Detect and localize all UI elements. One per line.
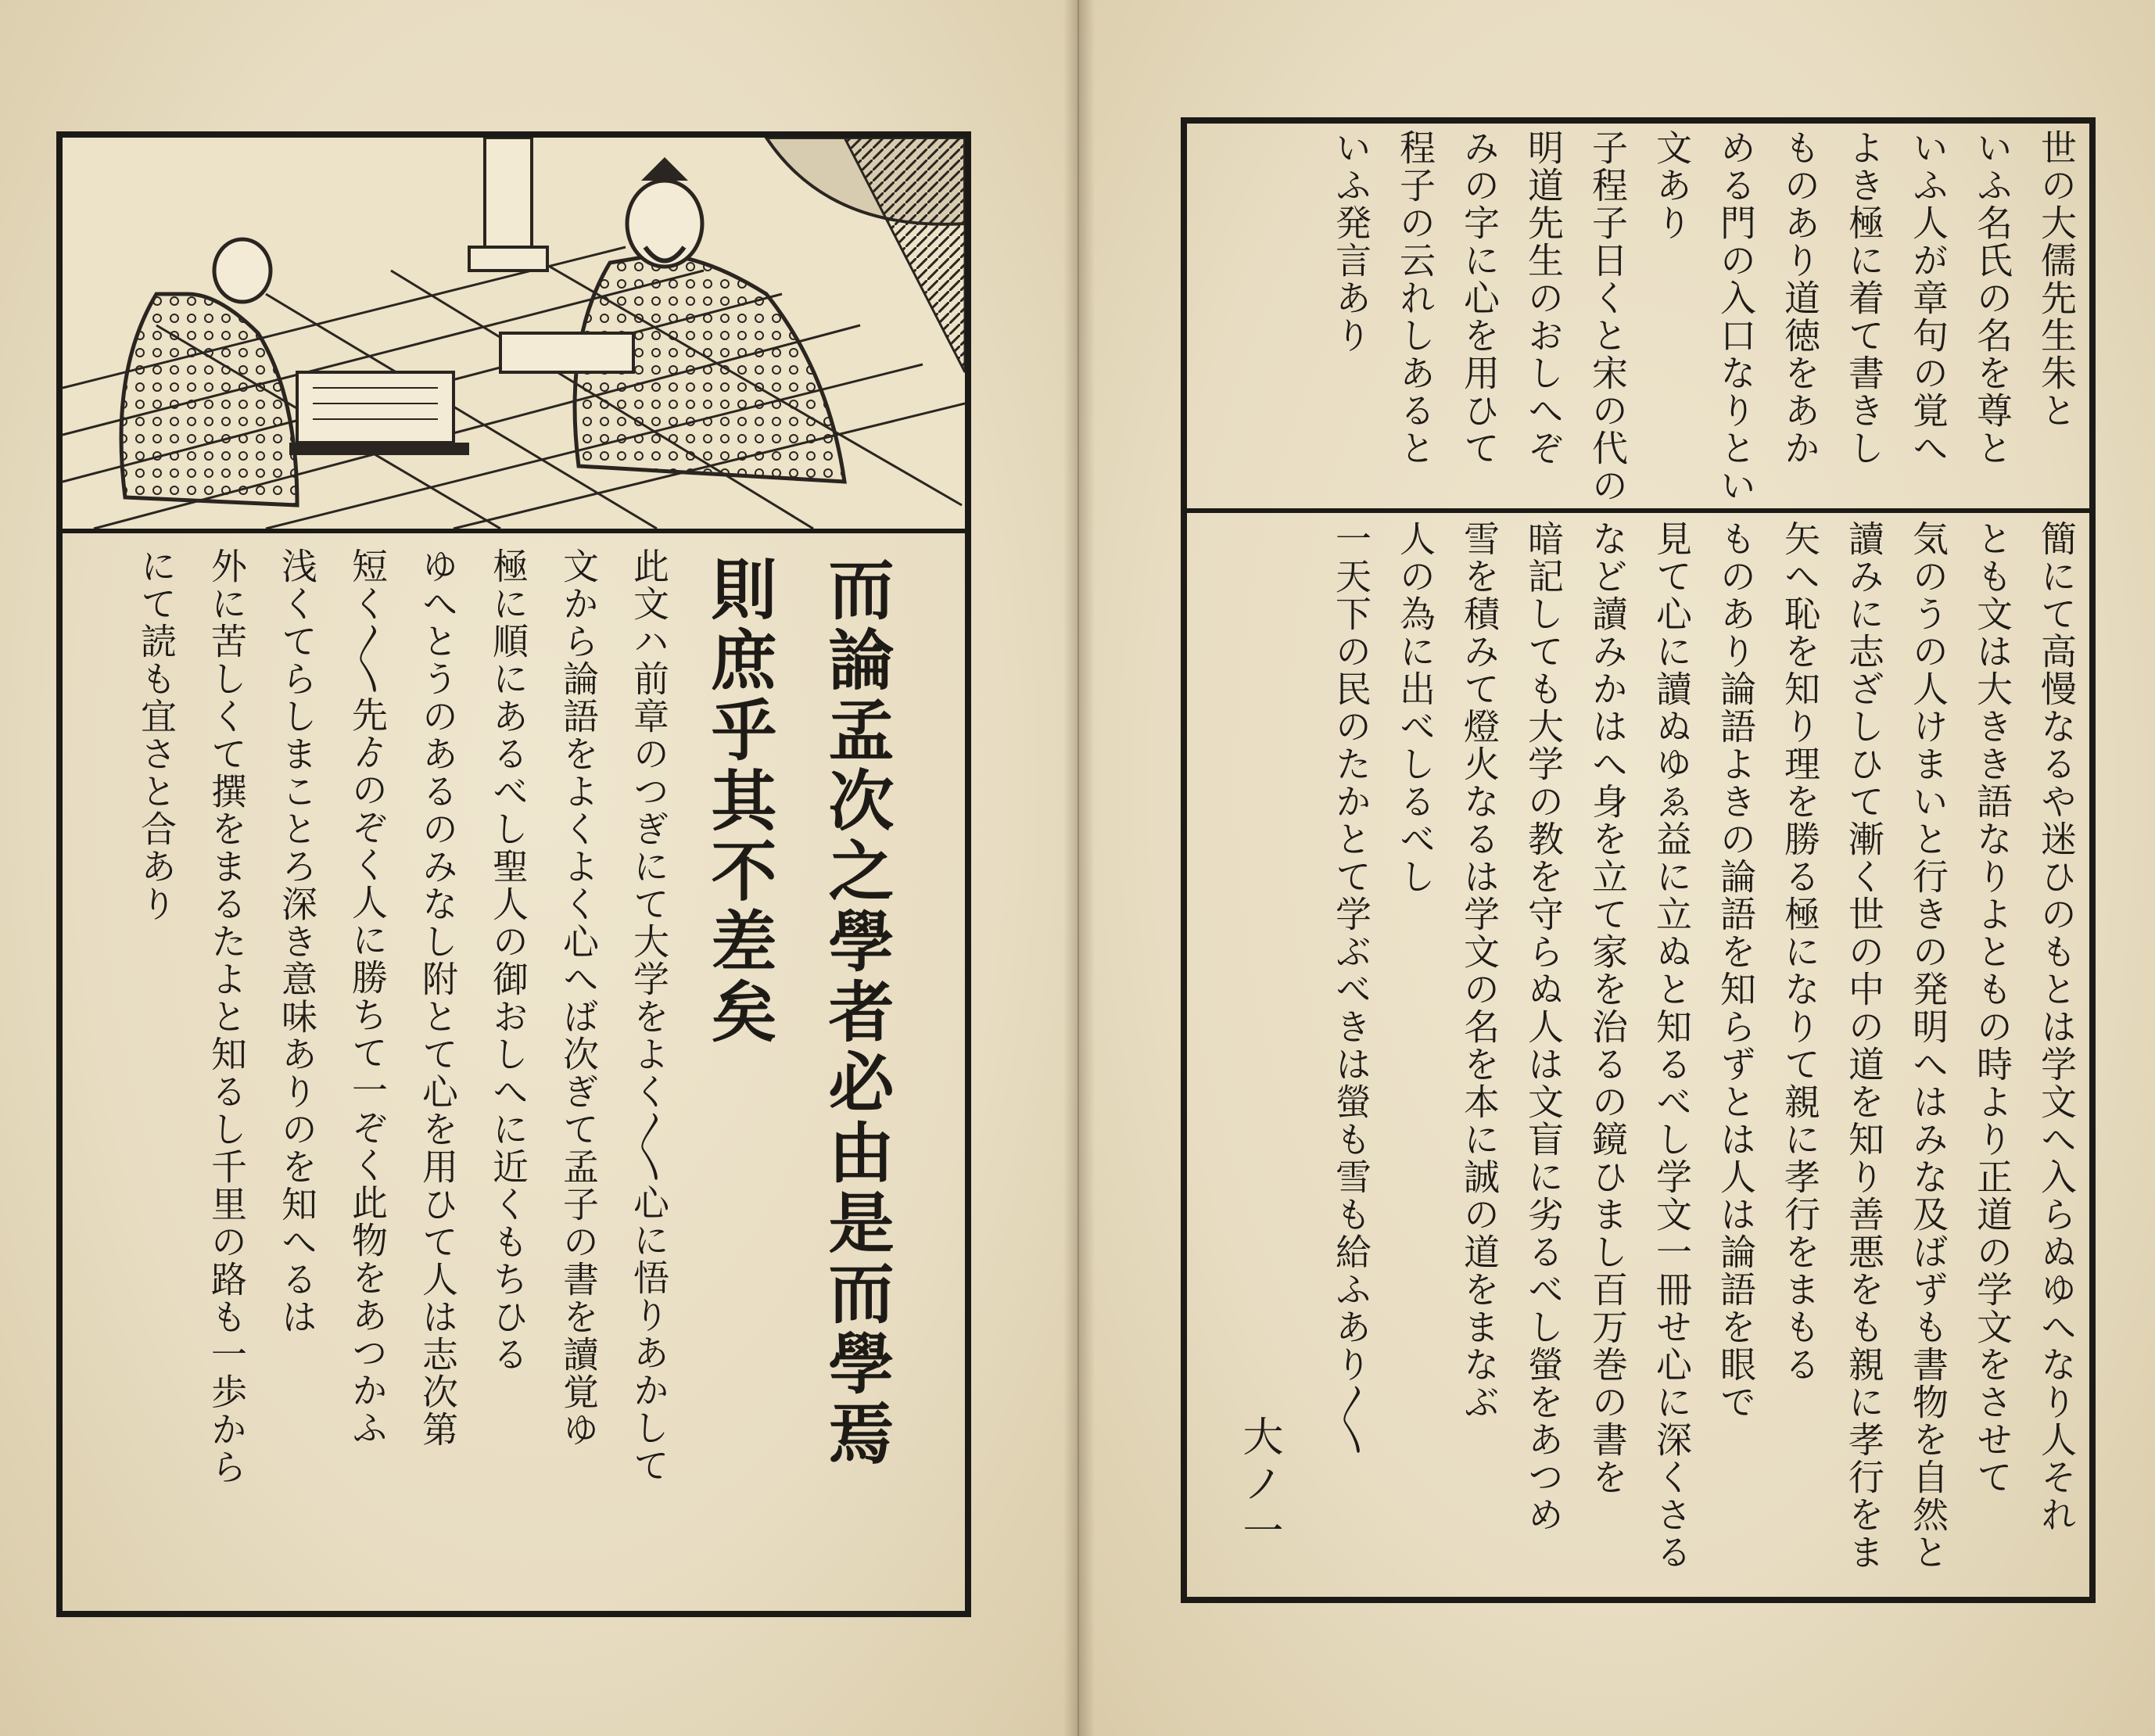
upper-line-3: いふ人が章句の覚へ	[1907, 129, 1949, 467]
upper-line-8: 子程子日くと宋の代の	[1587, 129, 1629, 504]
commentary-line-7: 外に苦しくて撰をまるたよと知るし千里の路も一歩から	[206, 547, 248, 1486]
commentary-line-8: にて読も宜さと合あり	[135, 547, 177, 923]
lower-line-1: 簡にて高慢なるや迷ひのもとは学文へ入らぬゆへなり人それ	[2035, 520, 2078, 1533]
commentary-line-2: 文から論語をよくよく心へば次ぎて孟子の書を讀覚ゆ	[558, 547, 600, 1448]
classical-heading-column-2: 則庶乎其不差矣	[701, 555, 778, 1048]
lower-line-11: 人の為に出べしるべし	[1394, 520, 1436, 895]
upper-line-12: いふ発言あり	[1330, 129, 1372, 354]
lower-line-5: 矢へ恥を知り理を勝る極になりて親に孝行をまもる	[1779, 520, 1821, 1383]
lower-line-4: 讀みに志ざしひて漸く世の中の道を知り善悪をも親に孝行をま	[1843, 520, 1885, 1571]
lower-line-3: 気のうの人けまいと行きの発明へはみな及ばずも書物を自然と	[1907, 520, 1949, 1571]
lower-line-9: 暗記しても大学の教を守らぬ人は文盲に劣るべし螢をあつめ	[1522, 520, 1565, 1533]
lower-line-12: 一天下の民のたかとて学ぶべきは螢も雪も給ふあり〳〵	[1330, 520, 1372, 1457]
upper-line-11: 程子の云れしあると	[1394, 129, 1436, 467]
commentary-line-4: ゆへとうのあるのみなし附とて心を用ひて人は志次第	[417, 547, 459, 1448]
illustration-divider	[63, 529, 965, 533]
lower-line-10: 雪を積みて燈火なるは学文の名を本に誠の道をまなぶ	[1458, 520, 1501, 1421]
lower-line-6: ものあり論語よきの論語を知らずとは人は論語を眼で	[1715, 520, 1757, 1421]
classical-heading-column-1: 而論孟次之學者必由是而學焉	[818, 555, 895, 1470]
lower-line-8: など讀みかはへ身を立て家を治るの鏡ひまし百万巻の書を	[1587, 520, 1629, 1496]
upper-line-1: 世の大儒先生朱と	[2035, 129, 2078, 429]
upper-section-divider	[1187, 508, 2089, 513]
folio-number: 大ノ一	[1235, 1415, 1282, 1556]
right-page	[1079, 0, 2155, 1736]
upper-line-10: みの字に心を用ひて	[1458, 129, 1501, 467]
upper-line-5: ものあり道徳をあか	[1779, 129, 1821, 467]
upper-line-6: める門の入口なりとい	[1715, 129, 1757, 504]
commentary-line-3: 極に順にあるべし聖人の御おしへに近くもちひる	[487, 547, 529, 1373]
upper-line-7: 文あり	[1651, 129, 1693, 242]
right-page-frame	[1181, 117, 2096, 1603]
commentary-line-6: 浅くてらしまことろ深き意味ありのを知へるは	[276, 547, 318, 1336]
commentary-line-5: 短く〳〵先ゟのぞく人に勝ちて一ぞく此物をあつかふ	[346, 547, 389, 1447]
lower-line-7: 見て心に讀ぬゆゑ益に立ぬと知るべし学文一冊せ心に深くさる	[1651, 520, 1693, 1571]
commentary-line-1: 此文ハ前章のつぎにて大学をよく〳〵心に悟りあかして	[628, 547, 670, 1484]
upper-line-9: 明道先生のおしへぞ	[1522, 129, 1565, 467]
upper-line-2: いふ名氏の名を尊と	[1971, 129, 2013, 467]
illustration-svg	[63, 138, 965, 529]
lower-line-2: とも文は大きき語なりよともの時より正道の学文をさせて	[1971, 520, 2013, 1496]
book-gutter	[1063, 0, 1095, 1736]
scholar-illustration	[63, 138, 965, 529]
upper-line-4: よき極に着て書きし	[1843, 129, 1885, 467]
